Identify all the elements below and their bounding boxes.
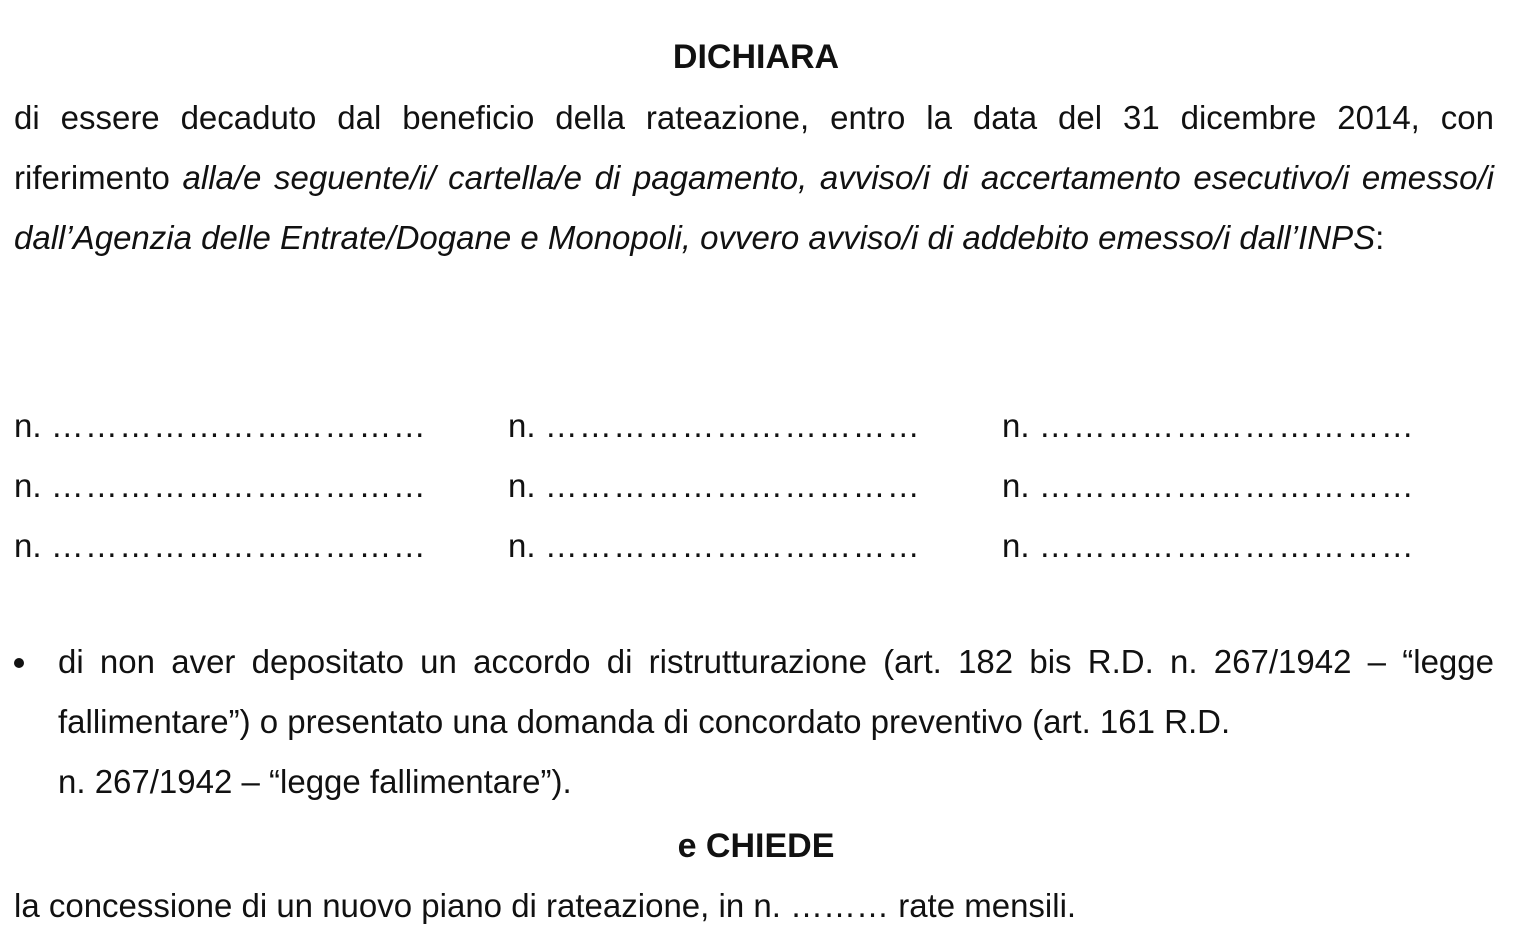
intro-italic-text: alla/e seguente/i/ cartella/e di pagamento, avviso/i di accertamento esecutivo/i emesso/i dall’Agenzia delle Entrate/Dogane e Monopoli, ovvero avviso/i di addebito emesso/i dall’INPS bbox=[14, 159, 1494, 256]
bullet-text-line: di non aver depositato un accordo di ristrutturazione (art. 182 bis R.D. n. 267/1942 – “legge fallimentare”) o presentato una domanda di concordato preventivo (art. 161 R.D. bbox=[58, 643, 1494, 740]
number-field[interactable]: n. …………………………… bbox=[1002, 467, 1415, 504]
number-field[interactable]: n. …………………………… bbox=[14, 407, 427, 444]
number-fields bbox=[14, 396, 1494, 576]
intro-colon: : bbox=[1375, 219, 1385, 256]
number-field[interactable]: n. …………………………… bbox=[14, 467, 427, 504]
number-field[interactable]: n. …………………………… bbox=[508, 527, 921, 564]
number-field[interactable]: n. …………………………… bbox=[508, 407, 921, 444]
bullet-dot-icon bbox=[14, 658, 24, 668]
field-row bbox=[14, 396, 1494, 456]
field-row bbox=[14, 456, 1494, 516]
intro-text: di essere decaduto dal beneficio della rateazione, entro la data del 31 dicembre 2014, con riferimento bbox=[14, 99, 1494, 196]
number-field[interactable]: n. …………………………… bbox=[14, 527, 427, 564]
number-field[interactable]: n. …………………………… bbox=[1002, 527, 1415, 564]
request-line: la concessione di un nuovo piano di rateazione, in n. ……… rate mensili. bbox=[14, 887, 1077, 924]
bullet-text-last-line: n. 267/1942 – “legge fallimentare”). bbox=[58, 763, 572, 800]
heading-chiede: e CHIEDE bbox=[677, 827, 835, 865]
number-field[interactable]: n. …………………………… bbox=[1002, 407, 1415, 444]
field-row bbox=[14, 516, 1494, 576]
bullet-text bbox=[58, 632, 1494, 812]
intro-paragraph bbox=[14, 88, 1494, 268]
bullet-item bbox=[14, 632, 1494, 812]
heading-dichiara: DICHIARA bbox=[672, 38, 840, 76]
number-field[interactable]: n. …………………………… bbox=[508, 467, 921, 504]
